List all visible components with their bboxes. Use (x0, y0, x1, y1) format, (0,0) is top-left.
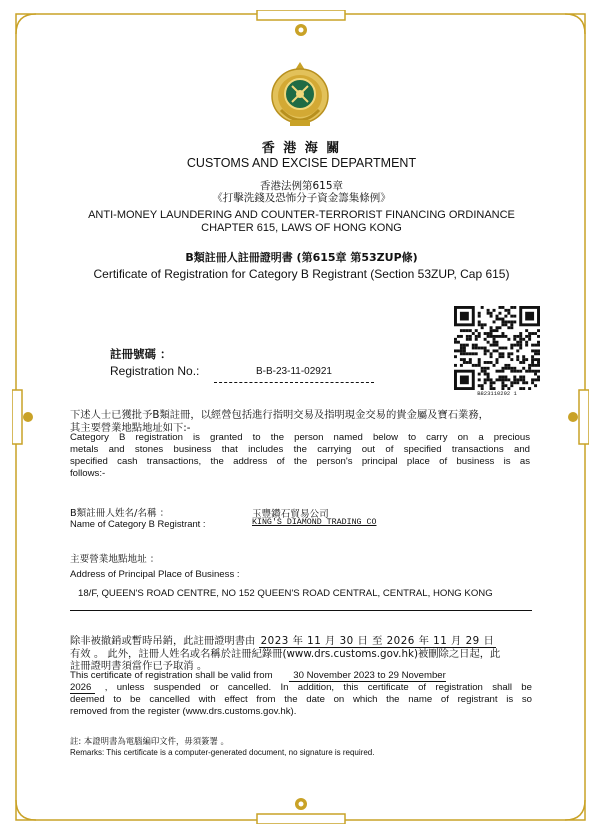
certificate-title-en: Certificate of Registration for Category B Registrant (Section 53ZUP, Cap 615) (93, 267, 510, 281)
department-name-zh: 香 港 海 關 (261, 141, 342, 156)
remarks-en: Remarks: This certificate is a computer-generated document, no signature is required. (70, 748, 375, 757)
law-title-zh-1: 香港法例第615章 (259, 180, 344, 192)
department-name-en: CUSTOMS AND EXCISE DEPARTMENT (186, 156, 417, 170)
law-title-en-1: ANTI-MONEY LAUNDERING AND COUNTER-TERRORIST FINANCING ORDINANCE (88, 209, 515, 221)
law-title-zh-2: 《打擊洗錢及恐怖分子資金籌集條例》 (212, 192, 391, 204)
registrant-label-zh: B類註冊人姓名/名稱 ： (70, 508, 170, 519)
registrant-name-zh: 玉豐鑽石貿易公司 (252, 509, 329, 520)
validity-zh-dates: 2023 年 11 月 30 日 至 2026 年 11 月 29 日 (260, 635, 495, 647)
qr-code-icon (454, 306, 540, 390)
intro-en-line-2: metals and stones business that includes the carrying out of specified transactions and (70, 444, 530, 455)
validity-en-end-year: 2026 (70, 682, 95, 694)
validity-zh-line-3: 註冊證明書須當作已予取消 。 (70, 660, 208, 672)
intro-en-line-4: follows:- (70, 468, 106, 479)
customs-emblem-icon (267, 60, 333, 132)
validity-zh-intro: 除非被撤銷或暫時吊銷，此註冊證明書由 (70, 635, 256, 647)
validity-en-line-3: deemed to be cancelled with effect from the date on which the name of registrant is so (70, 694, 532, 705)
validity-en-line-2 (70, 682, 532, 693)
validity-en-dates: 30 November 2023 to 29 November (289, 670, 446, 682)
address-label-en: Address of Principal Place of Business : (70, 569, 240, 580)
validity-en-intro: This certificate of registration shall be valid from (70, 670, 273, 681)
validity-en-line-1 (70, 670, 532, 681)
validity-en-suspension: , unless suspended or cancelled. In addition, this certificate of registration shall be (104, 682, 532, 693)
registration-label-zh: 註冊號碼 ： (110, 347, 172, 361)
address-label-zh: 主要營業地點地址 ： (70, 554, 160, 565)
law-title-en-2: CHAPTER 615, LAWS OF HONG KONG (201, 222, 402, 234)
address-value: 18/F, QUEEN'S ROAD CENTRE, NO 152 QUEEN'S ROAD CENTRAL, CENTRAL, HONG KONG (70, 588, 532, 611)
intro-en-line-1: Category B registration is granted to the person named below to carry on a precious (70, 432, 530, 443)
qr-caption: B823110292 1 (477, 390, 517, 397)
remarks-zh: 註: 本證明書為電腦編印文件，毋須簽署 。 (70, 736, 229, 746)
certificate-title-zh: B類註冊人註冊證明書 (第615章 第53ZUP條) (185, 251, 418, 264)
registrant-name-en: KING'S DIAMOND TRADING CO (252, 518, 377, 527)
intro-zh-line-2: 其主要營業地點地址如下:- (70, 422, 191, 434)
validity-zh-line-2: 有效 。 此外，註冊人姓名或名稱於註冊紀錄冊(www.drs.customs.gov.hk)被刪除之日起，此 (70, 648, 501, 660)
validity-en-line-4: removed from the register (www.drs.customs.gov.hk). (70, 706, 297, 717)
registration-label-en: Registration No.: (110, 364, 200, 378)
registrant-label-en: Name of Category B Registrant : (70, 518, 206, 529)
registration-number: B-B-23-11-02921 (214, 366, 374, 383)
intro-en-line-3: specified cash transactions, the address of the person's principal place of business is as (70, 456, 530, 467)
intro-zh-line-1: 下述人士已獲批予B類註冊，以經營包括進行指明交易及指明現金交易的貴金屬及寶石業務， (70, 409, 489, 421)
